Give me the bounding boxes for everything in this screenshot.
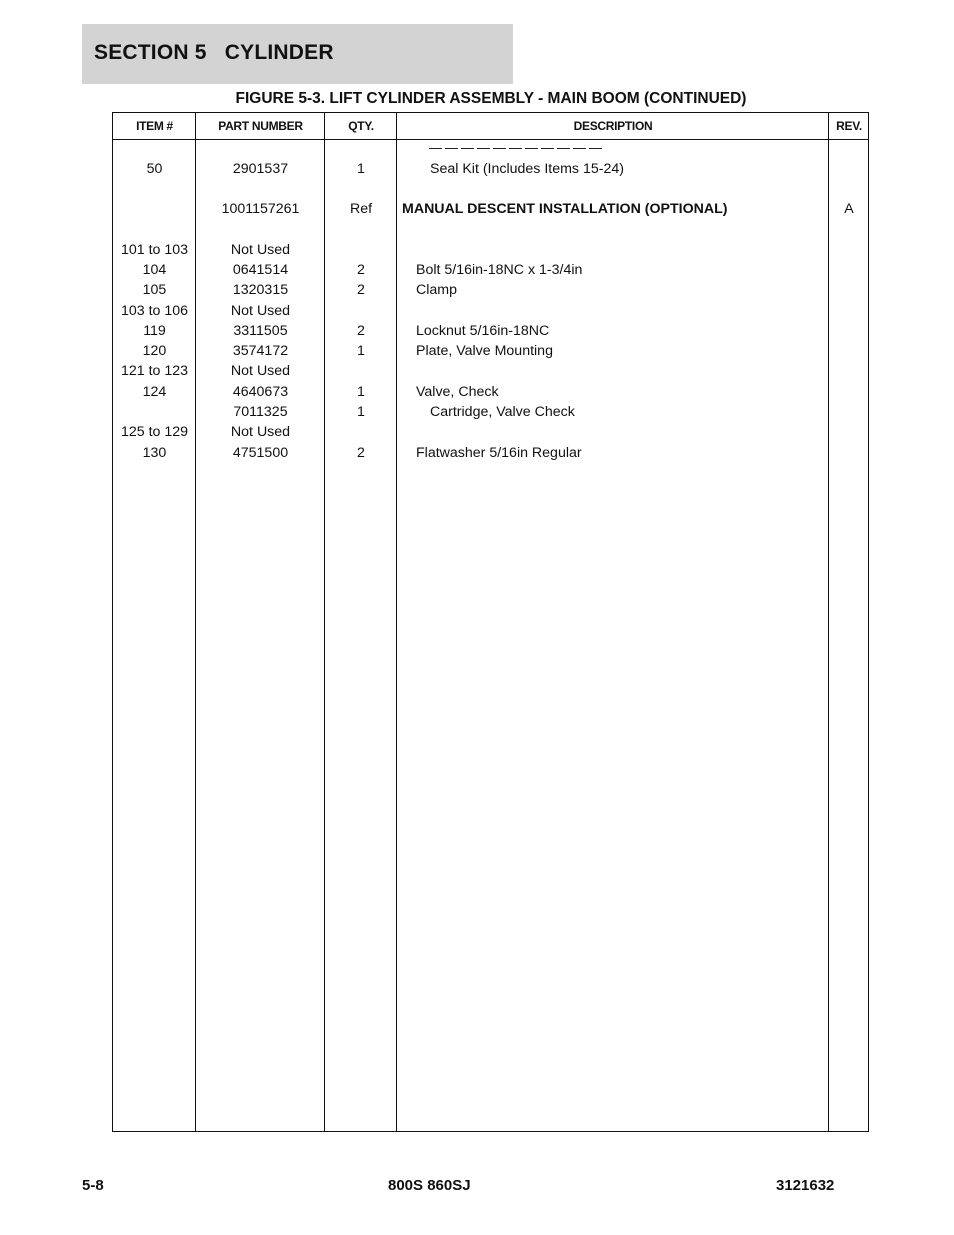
section-banner — [82, 24, 513, 84]
document-number: 3121632 — [776, 1177, 835, 1194]
model-name: 800S 860SJ — [388, 1177, 471, 1194]
item-number: 124 — [142, 384, 167, 400]
figure-title: FIGURE 5-3. LIFT CYLINDER ASSEMBLY - MAIN BOOM (CONTINUED) — [235, 90, 747, 107]
part-number: 4640673 — [232, 384, 289, 400]
table-row — [113, 321, 868, 341]
quantity: 2 — [357, 262, 365, 278]
table-row — [113, 260, 868, 280]
parts-table — [112, 112, 869, 1132]
quantity: 1 — [357, 384, 365, 400]
table-row — [113, 402, 868, 422]
table-row — [113, 280, 868, 300]
part-number: 3574172 — [232, 343, 289, 359]
item-number: 50 — [146, 161, 163, 177]
part-number: Not Used — [230, 363, 291, 379]
quantity: 2 — [357, 323, 365, 339]
part-number: 3311505 — [233, 323, 288, 339]
part-number: 7011325 — [233, 404, 288, 420]
quantity: 1 — [357, 161, 365, 177]
part-number: 2901537 — [232, 161, 289, 177]
part-number: 1320315 — [232, 282, 289, 298]
item-number: 130 — [142, 445, 167, 461]
part-number: Not Used — [230, 303, 291, 319]
table-row — [113, 159, 868, 179]
item-number: 125 to 129 — [120, 424, 189, 440]
table-row — [113, 240, 868, 260]
item-number: 104 — [142, 262, 167, 278]
page-number: 5-8 — [82, 1177, 104, 1194]
header-qty: QTY. — [348, 119, 374, 133]
description: Cartridge, Valve Check — [430, 404, 575, 420]
item-number: 119 — [143, 323, 166, 339]
header-item: ITEM # — [136, 119, 173, 133]
item-number: 120 — [142, 343, 167, 359]
quantity: 1 — [357, 343, 365, 359]
dash-separator — [429, 140, 604, 150]
item-number: 121 to 123 — [120, 363, 189, 379]
revision: A — [844, 201, 854, 217]
table-row — [113, 443, 868, 463]
table-row — [113, 341, 868, 361]
description: Valve, Check — [416, 384, 499, 400]
quantity: 2 — [357, 282, 365, 298]
section-title: SECTION 5 CYLINDER — [94, 41, 334, 64]
table-row — [113, 361, 868, 381]
item-number: 103 to 106 — [120, 303, 189, 319]
description: Seal Kit (Includes Items 15-24) — [430, 161, 624, 177]
item-number: 101 to 103 — [120, 242, 189, 258]
quantity: Ref — [349, 201, 373, 217]
part-number: Not Used — [230, 242, 291, 258]
table-row — [113, 422, 868, 442]
table-row — [113, 199, 868, 219]
description: Flatwasher 5/16in Regular — [416, 445, 582, 461]
header-description: DESCRIPTION — [573, 119, 653, 133]
quantity: 1 — [357, 404, 365, 420]
header-part-number: PART NUMBER — [218, 119, 303, 133]
description: MANUAL DESCENT INSTALLATION (OPTIONAL) — [402, 201, 728, 217]
part-number: Not Used — [230, 424, 291, 440]
table-row — [113, 301, 868, 321]
item-number: 105 — [142, 282, 167, 298]
description: Bolt 5/16in-18NC x 1-3/4in — [416, 262, 583, 278]
part-number: 0641514 — [232, 262, 289, 278]
quantity: 2 — [357, 445, 365, 461]
header-rev: REV. — [836, 119, 862, 133]
part-number: 4751500 — [232, 445, 289, 461]
table-row — [113, 382, 868, 402]
description: Clamp — [416, 282, 457, 298]
description: Plate, Valve Mounting — [416, 343, 553, 359]
description: Locknut 5/16in-18NC — [416, 323, 550, 339]
part-number: 1001157261 — [221, 201, 300, 217]
